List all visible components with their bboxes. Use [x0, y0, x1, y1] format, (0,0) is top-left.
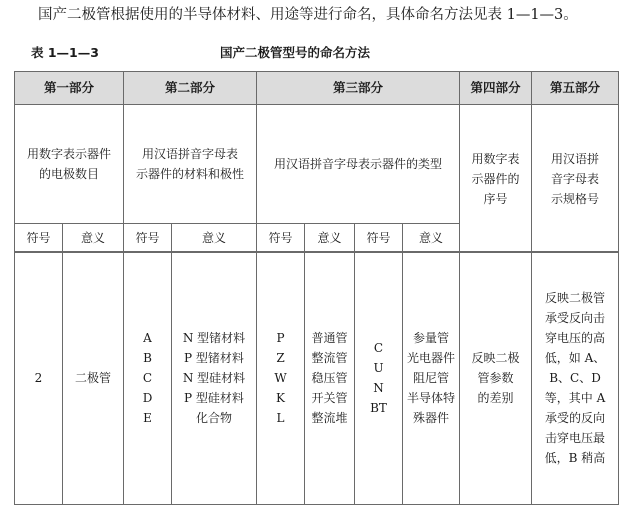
part-3b-symbol: C	[373, 341, 384, 355]
part-2-meaning: N 型锗材料	[182, 331, 246, 345]
header-part-1: 第一部分	[15, 72, 124, 105]
col-symbol-2: 符号	[124, 224, 172, 253]
part-3b-meanings	[403, 252, 460, 505]
part-3a-meaning: 稳压管	[311, 371, 348, 385]
part-5-line: 低，如 A、	[544, 351, 606, 365]
part-2-meaning: 化合物	[195, 411, 232, 425]
part-2-symbol: D	[142, 391, 153, 405]
part-3a-symbol: K	[276, 391, 285, 405]
part-2-meaning: N 型硅材料	[182, 371, 246, 385]
header-part-4: 第四部分	[460, 72, 532, 105]
part-3a-symbol: Z	[276, 351, 285, 365]
part-3b-meaning: 殊器件	[412, 411, 449, 425]
part-4-line: 反映二极	[471, 351, 520, 365]
desc-part-4-line: 示器件的	[471, 171, 520, 186]
col-symbol-3b: 符号	[355, 224, 403, 253]
desc-part-4-line: 用数字表	[471, 151, 520, 166]
part-3a-meaning: 整流堆	[311, 411, 348, 425]
part-3a-meaning: 整流管	[311, 351, 348, 365]
part-5-line: 承受的反向	[544, 411, 605, 425]
part-2-symbol: A	[143, 331, 152, 345]
part-3b-symbol: BT	[370, 401, 387, 415]
col-meaning-3b: 意义	[403, 224, 460, 253]
part-3b-meaning: 阻尼管	[412, 371, 449, 385]
naming-table	[14, 71, 619, 253]
part-3a-meanings	[305, 252, 355, 505]
part-4-line: 管参数	[477, 371, 514, 385]
part-3b-symbols	[355, 252, 403, 505]
header-part-5: 第五部分	[532, 72, 619, 105]
part-2-meanings	[172, 252, 257, 505]
part-3a-symbol: W	[274, 371, 287, 385]
desc-part-4	[460, 105, 532, 253]
desc-part-1-line: 的电极数目	[38, 167, 99, 181]
col-meaning-1: 意义	[63, 224, 124, 253]
part-5-line: 反映二极管	[544, 291, 605, 305]
desc-part-4-line: 序号	[483, 191, 508, 206]
description-row	[15, 105, 619, 224]
part-2-symbols	[124, 252, 172, 505]
naming-table-body	[14, 251, 619, 505]
desc-part-2-line: 用汉语拼音字母表	[141, 147, 238, 161]
table-title: 国产二极管型号的命名方法	[220, 45, 371, 60]
desc-part-5-line: 音字母表	[550, 171, 599, 186]
col-meaning-2: 意义	[172, 224, 257, 253]
table-header-row	[15, 72, 619, 105]
part-2-symbol: B	[143, 351, 152, 365]
desc-part-5	[532, 105, 619, 253]
part-3b-symbol: U	[373, 361, 384, 375]
part-3a-symbol: L	[276, 411, 285, 425]
part-5-line: 穿电压的高	[544, 331, 605, 345]
part-5-line: 击穿电压最	[544, 431, 605, 445]
part-3a-symbols	[257, 252, 305, 505]
part-5-line: 等，其中 A	[544, 391, 606, 405]
desc-part-2	[124, 105, 257, 224]
desc-part-5-line: 示规格号	[550, 191, 599, 206]
table-number: 表 1—1—3	[31, 45, 99, 60]
part-3b-symbol: N	[373, 381, 384, 395]
body-row	[15, 252, 619, 505]
col-symbol-1: 符号	[15, 224, 63, 253]
part-5-body	[532, 252, 619, 505]
part-3a-meaning: 普通管	[311, 331, 348, 345]
part-3b-meaning: 半导体特	[406, 391, 455, 405]
col-symbol-3a: 符号	[257, 224, 305, 253]
part-4-line: 的差别	[477, 391, 514, 405]
part-5-line: 低，B 稍高	[544, 451, 606, 465]
part-3a-meaning: 开关管	[311, 391, 348, 405]
part-2-symbol: E	[143, 411, 152, 425]
header-part-2: 第二部分	[124, 72, 257, 105]
part-2-symbol: C	[142, 371, 153, 385]
part-1-symbol: 2	[15, 252, 63, 505]
intro-paragraph: 国产二极管根据使用的半导体材料、用途等进行命名，具体命名方法见表 1—1—3。	[38, 7, 578, 23]
part-2-meaning: P 型硅材料	[184, 391, 244, 405]
part-4-body	[460, 252, 532, 505]
desc-part-1-line: 用数字表示器件	[26, 147, 111, 161]
part-3b-meaning: 光电器件	[406, 351, 455, 365]
part-5-line: B、C、D	[549, 371, 601, 385]
header-part-3: 第三部分	[257, 72, 460, 105]
part-3a-symbol: P	[276, 331, 285, 345]
desc-part-5-line: 用汉语拼	[550, 151, 599, 166]
desc-part-2-line: 示器件的材料和极性	[135, 167, 244, 181]
desc-part-1	[15, 105, 124, 224]
col-meaning-3a: 意义	[305, 224, 355, 253]
part-3b-meaning: 参量管	[412, 331, 449, 345]
part-1-meaning: 二极管	[63, 252, 124, 505]
desc-part-3: 用汉语拼音字母表示器件的类型	[257, 105, 460, 224]
part-2-meaning: P 型锗材料	[184, 351, 244, 365]
part-5-line: 承受反向击	[544, 311, 605, 325]
